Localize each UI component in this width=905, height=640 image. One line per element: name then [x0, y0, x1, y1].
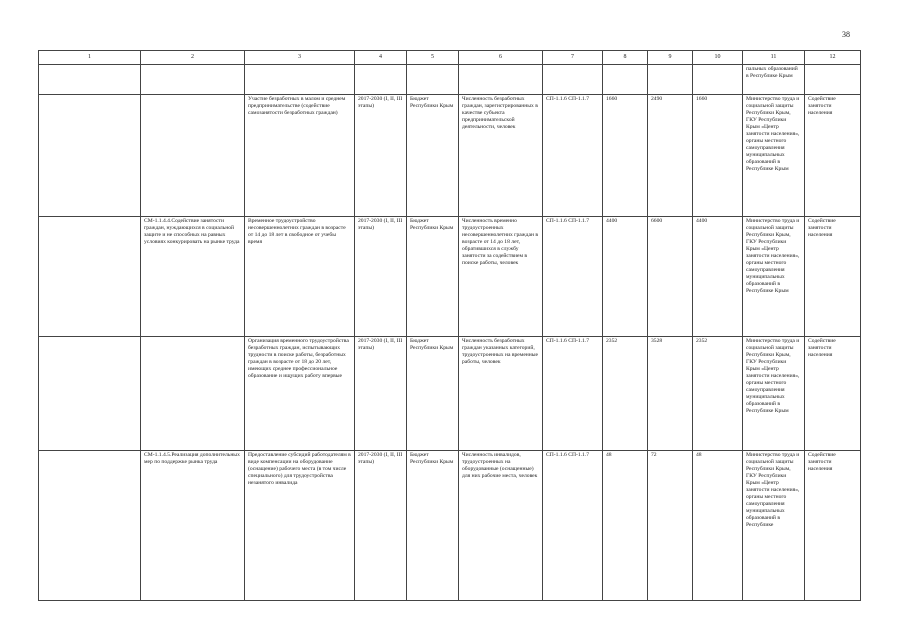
- col-header: 1: [39, 51, 141, 65]
- cell-col6: Численность безработных граждан указанных категорий, трудоустроенных на временные работы, человек: [459, 337, 543, 451]
- cell-col3: Организация временного трудоустройства безработных граждан, испытывающих трудности в поиске работы, безработных граждан в возрасте от 18 до 20 лет, имеющих среднее профессиональное образование и ищущих работу впервые: [245, 337, 355, 451]
- cell-col11: Министерство труда и социальной защиты Республики Крым, ГКУ Республики Крым «Центр занятости населения», органы местного самоуправления муниципальных образований в Республике Крым: [743, 217, 805, 337]
- cell-col11: Министерство труда и социальной защиты Республики Крым, ГКУ Республики Крым «Центр занятости населения», органы местного самоуправления муниципальных образований в Республике: [743, 451, 805, 601]
- col-header: 3: [245, 51, 355, 65]
- cell-col11: пальных образований в Республике Крым: [743, 65, 805, 95]
- col-header: 11: [743, 51, 805, 65]
- cell-col3: Участие безработных в малом и среднем предпринимательстве (содействие самозанятости безработных граждан): [245, 95, 355, 217]
- col-header: 10: [693, 51, 743, 65]
- cell-col1: [39, 217, 141, 337]
- cell-col12: [805, 65, 861, 95]
- cell-col1: [39, 95, 141, 217]
- cell-col2: [141, 95, 245, 217]
- cell-col5: Бюджет Республики Крым: [407, 337, 459, 451]
- table-row: [39, 451, 861, 601]
- cell-col9: [648, 65, 693, 95]
- cell-col1: [39, 451, 141, 601]
- cell-col2: СМ-1.1.4.4.Содействие занятости граждан, нуждающихся в социальной защите и не способных на равных условиях конкурировать на рынке труда: [141, 217, 245, 337]
- cell-col9: 6600: [648, 217, 693, 337]
- cell-col11: Министерство труда и социальной защиты Республики Крым, ГКУ Республики Крым «Центр занятости населения», органы местного самоуправления муниципальных образований в Республике Крым: [743, 337, 805, 451]
- cell-col5: Бюджет Республики Крым: [407, 451, 459, 601]
- cell-col10: 4400: [693, 217, 743, 337]
- cell-col8: 4400: [603, 217, 648, 337]
- cell-col5: Бюджет Республики Крым: [407, 95, 459, 217]
- cell-col9: 2490: [648, 95, 693, 217]
- cell-col10: 1660: [693, 95, 743, 217]
- cell-col8: 1660: [603, 95, 648, 217]
- cell-col4: 2017-2030 (I, II, III этапы): [355, 337, 407, 451]
- cell-col12: Содействие занятости населения: [805, 337, 861, 451]
- cell-col8: [603, 65, 648, 95]
- table-row: [39, 65, 861, 95]
- cell-col2: [141, 337, 245, 451]
- cell-col10: 48: [693, 451, 743, 601]
- table-row: [39, 217, 861, 337]
- cell-col7: СП-1.1.6 СП-1.1.7: [543, 337, 603, 451]
- cell-col9: 72: [648, 451, 693, 601]
- col-header: 12: [805, 51, 861, 65]
- cell-col6: Численность инвалидов, трудоустроенных на оборудованные (оснащенные) для них рабочие места, человек: [459, 451, 543, 601]
- cell-col1: [39, 337, 141, 451]
- cell-col1: [39, 65, 141, 95]
- cell-col3: [245, 65, 355, 95]
- cell-col12: Содействие занятости населения: [805, 451, 861, 601]
- cell-col10: 2352: [693, 337, 743, 451]
- cell-col4: 2017-2030 (I, II, III этапы): [355, 217, 407, 337]
- cell-col7: СП-1.1.6 СП-1.1.7: [543, 217, 603, 337]
- cell-col3: Временное трудоустройство несовершеннолетних граждан в возрасте от 14 до 18 лет в свободное от учебы время: [245, 217, 355, 337]
- cell-col5: Бюджет Республики Крым: [407, 217, 459, 337]
- page-number: 38: [842, 30, 850, 39]
- header-row: [39, 51, 861, 65]
- col-header: 9: [648, 51, 693, 65]
- table-row: [39, 337, 861, 451]
- cell-col6: [459, 65, 543, 95]
- table-row: [39, 95, 861, 217]
- col-header: 2: [141, 51, 245, 65]
- cell-col6: Численность безработных граждан, зарегистрированных в качестве субъекта предпринимательской деятельности, человек: [459, 95, 543, 217]
- cell-col8: 2352: [603, 337, 648, 451]
- cell-col2: СМ-1.1.4.5.Реализация дополнительных мер по поддержке рынка труда: [141, 451, 245, 601]
- cell-col7: СП-1.1.6 СП-1.1.7: [543, 451, 603, 601]
- program-table: [38, 50, 861, 601]
- cell-col9: 3528: [648, 337, 693, 451]
- col-header: 8: [603, 51, 648, 65]
- col-header: 6: [459, 51, 543, 65]
- cell-col12: Содействие занятости населения: [805, 95, 861, 217]
- cell-col4: 2017-2030 (I, II, III этапы): [355, 95, 407, 217]
- col-header: 5: [407, 51, 459, 65]
- cell-col10: [693, 65, 743, 95]
- cell-col3: Предоставление субсидий работодателям в виде компенсации на оборудование (оснащение) рабочего места (в том числе специального) для трудоустройства незанятого инвалида: [245, 451, 355, 601]
- cell-col8: 48: [603, 451, 648, 601]
- cell-col4: [355, 65, 407, 95]
- cell-col12: Содействие занятости населения: [805, 217, 861, 337]
- cell-col4: 2017-2030 (I, II, III этапы): [355, 451, 407, 601]
- cell-col2: [141, 65, 245, 95]
- col-header: 7: [543, 51, 603, 65]
- cell-col7: [543, 65, 603, 95]
- cell-col11: Министерство труда и социальной защиты Республики Крым, ГКУ Республики Крым «Центр занятости населения», органы местного самоуправления муниципальных образований в Республике Крым: [743, 95, 805, 217]
- cell-col5: [407, 65, 459, 95]
- col-header: 4: [355, 51, 407, 65]
- cell-col7: СП-1.1.6 СП-1.1.7: [543, 95, 603, 217]
- cell-col6: Численность временно трудоустроенных несовершеннолетних граждан в возрасте от 14 до 18 лет, обратившихся в службу занятости за содействием в поиске работы, человек: [459, 217, 543, 337]
